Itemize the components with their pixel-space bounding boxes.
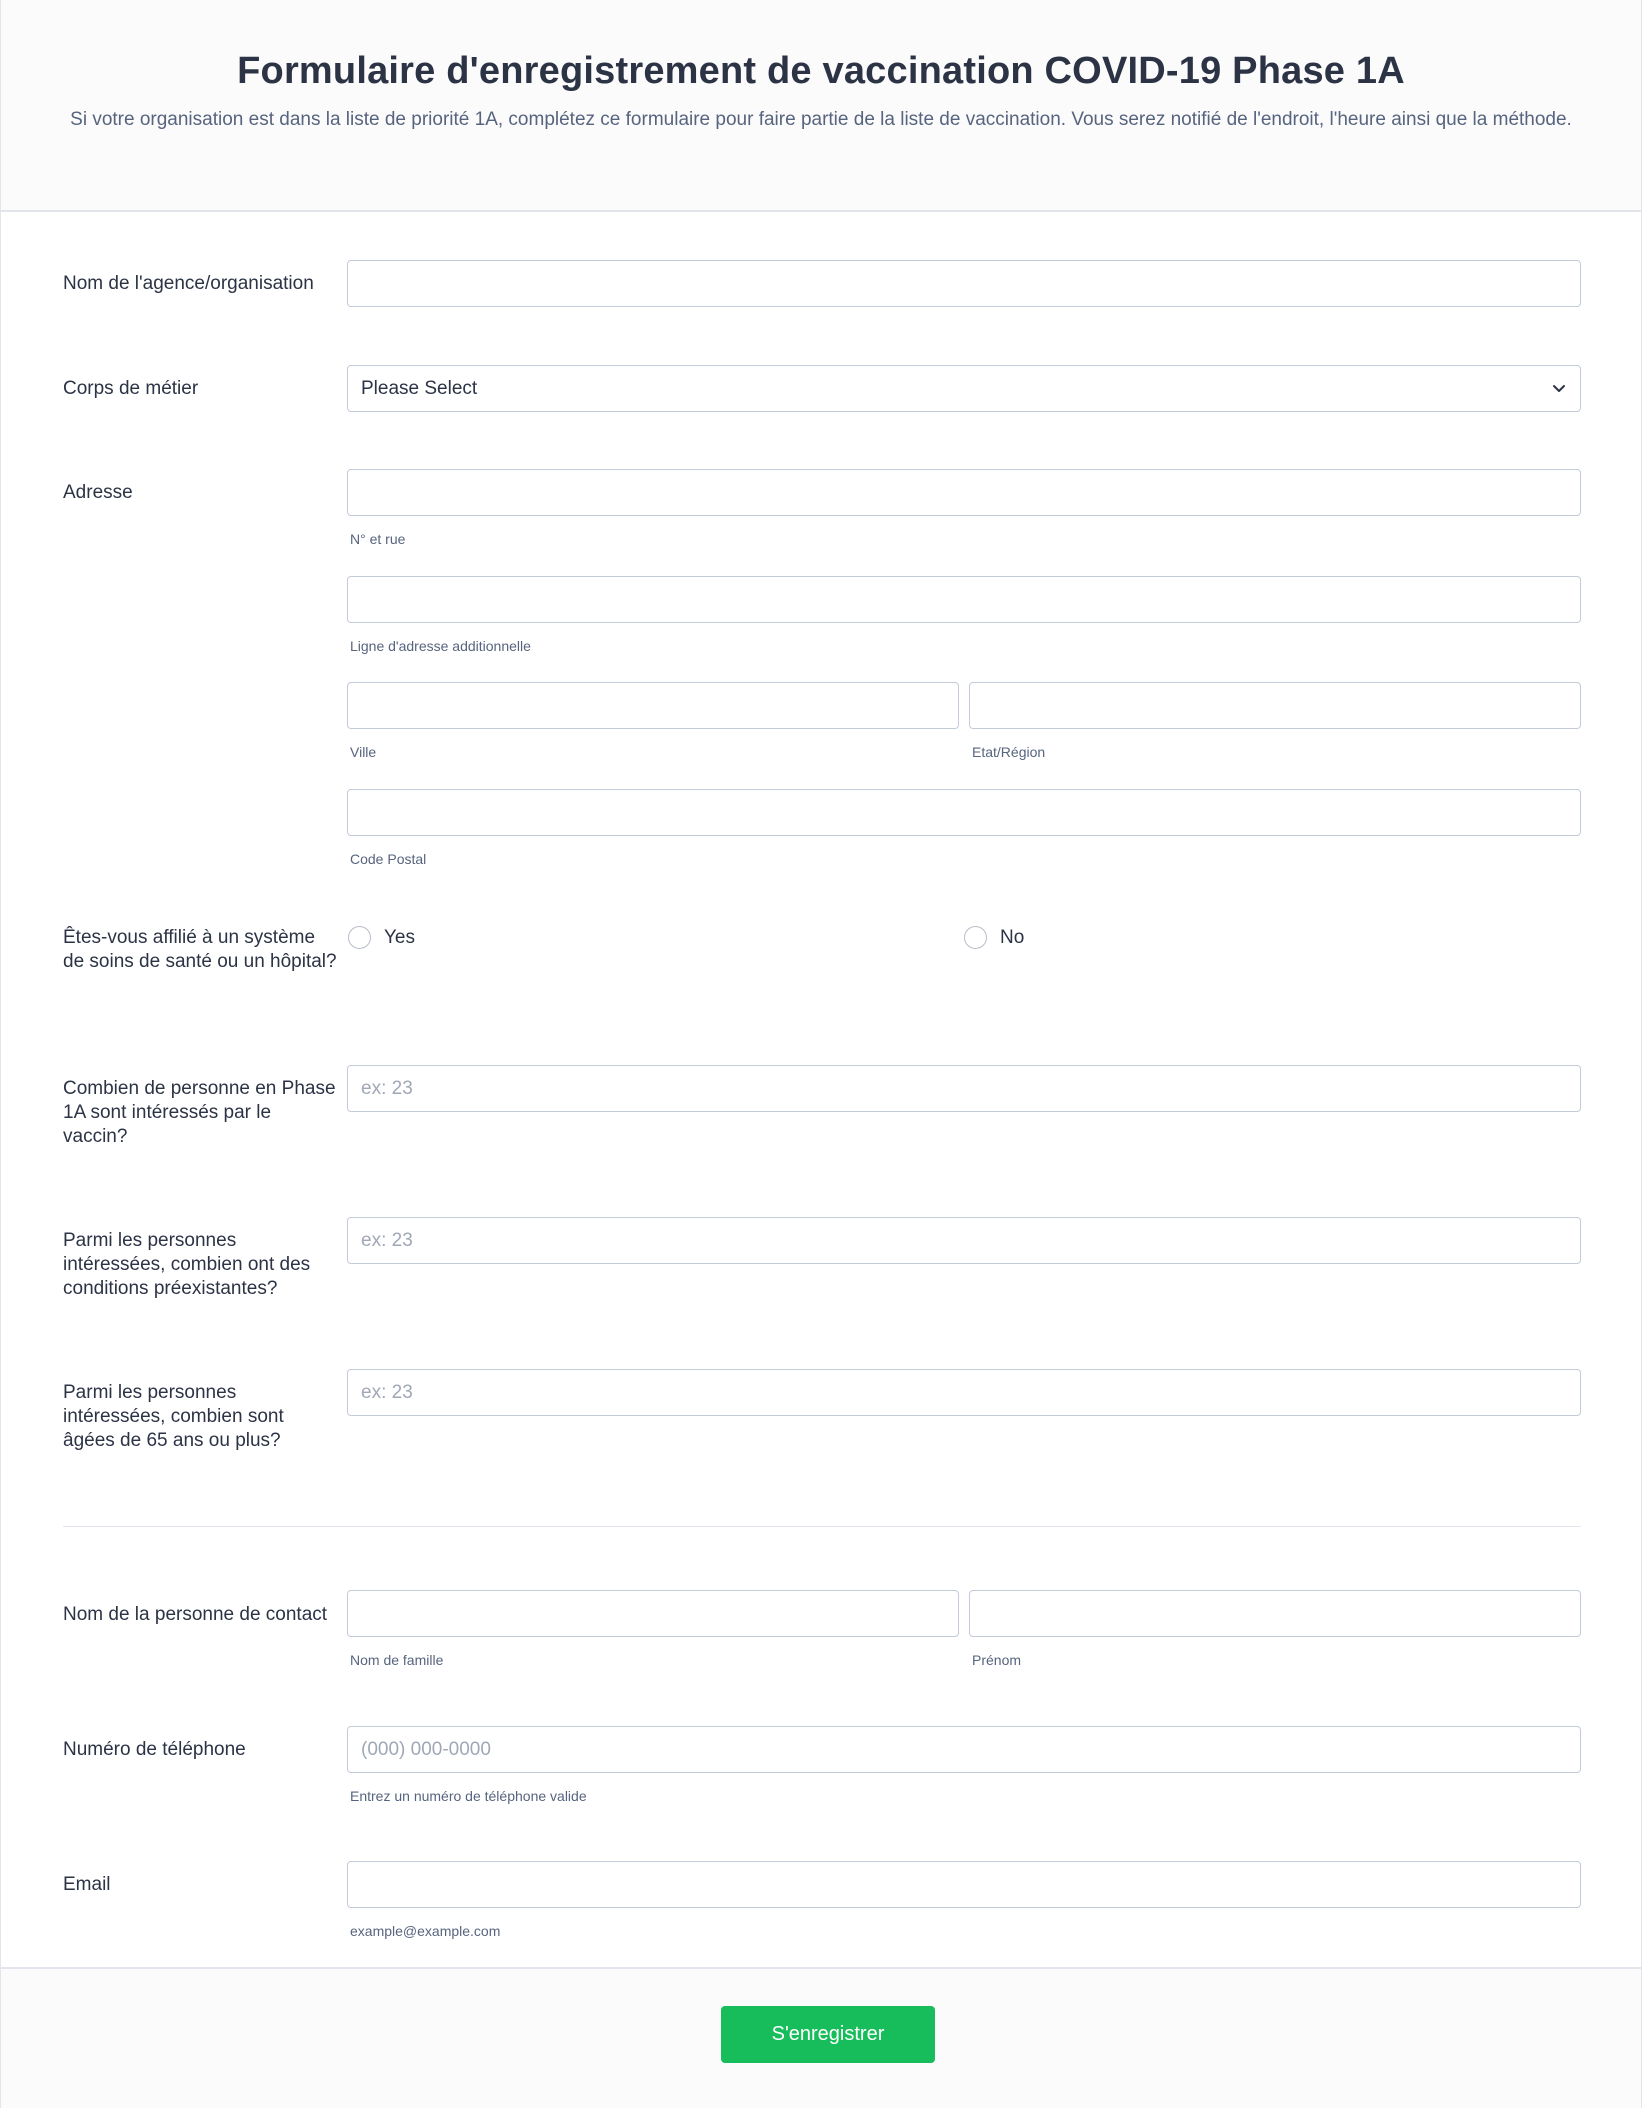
phone-label: Numéro de téléphone: [63, 1739, 246, 1760]
city-input[interactable]: [347, 682, 959, 729]
radio-yes-label: Yes: [384, 927, 415, 948]
email-input[interactable]: [347, 1861, 1581, 1908]
count-conditions-input[interactable]: [347, 1217, 1581, 1264]
city-sublabel: Ville: [350, 744, 377, 760]
address-label: Adresse: [63, 482, 133, 503]
radio-yes[interactable]: [348, 926, 371, 949]
zip-input[interactable]: [347, 789, 1581, 836]
agency-label: Nom de l'agence/organisation: [63, 273, 314, 294]
radio-no[interactable]: [964, 926, 987, 949]
count-interested-input[interactable]: [347, 1065, 1581, 1112]
radio-no-label: No: [1000, 927, 1025, 948]
email-sublabel: example@example.com: [350, 1923, 501, 1939]
affiliated-label: Êtes-vous affilié à un système de soins de santé ou un hôpital?: [63, 927, 337, 972]
contact-firstname-sublabel: Prénom: [972, 1652, 1022, 1668]
form-header: [1, 0, 1641, 212]
count-interested-label: Combien de personne en Phase 1A sont intéressés par le vaccin?: [63, 1078, 336, 1147]
street-input[interactable]: [347, 469, 1581, 516]
trade-label: Corps de métier: [63, 378, 199, 399]
section-divider: [63, 1526, 1581, 1527]
contact-firstname-input[interactable]: [969, 1590, 1581, 1637]
street-sublabel: N° et rue: [350, 531, 406, 547]
address-line2-input[interactable]: [347, 576, 1581, 623]
phone-input[interactable]: [347, 1726, 1581, 1773]
form-description: Si votre organisation est dans la liste de priorité 1A, complétez ce formulaire pour faire partie de la liste de vaccination. Vous serez notifié de l'endroit, l'heure ainsi que la méthode.: [70, 109, 1572, 130]
address-line2-sublabel: Ligne d'adresse additionnelle: [350, 638, 531, 654]
zip-sublabel: Code Postal: [350, 851, 427, 867]
phone-sublabel: Entrez un numéro de téléphone valide: [350, 1788, 587, 1804]
count-65-label: Parmi les personnes intéressées, combien sont âgées de 65 ans ou plus?: [63, 1382, 284, 1451]
state-sublabel: Etat/Région: [972, 744, 1046, 760]
trade-select[interactable]: [347, 365, 1581, 412]
form-footer: [1, 1967, 1641, 2108]
form-title: Formulaire d'enregistrement de vaccination COVID-19 Phase 1A: [237, 50, 1405, 92]
chevron-down-icon: [1550, 379, 1568, 397]
agency-input[interactable]: [347, 260, 1581, 307]
state-input[interactable]: [969, 682, 1581, 729]
contact-label: Nom de la personne de contact: [63, 1604, 328, 1625]
submit-button[interactable]: S'enregistrer: [721, 2006, 935, 2063]
contact-lastname-sublabel: Nom de famille: [350, 1652, 444, 1668]
count-65-input[interactable]: [347, 1369, 1581, 1416]
email-label: Email: [63, 1874, 111, 1895]
trade-select-value: Please Select: [361, 378, 478, 399]
contact-lastname-input[interactable]: [347, 1590, 959, 1637]
count-conditions-label: Parmi les personnes intéressées, combien ont des conditions préexistantes?: [63, 1230, 311, 1299]
